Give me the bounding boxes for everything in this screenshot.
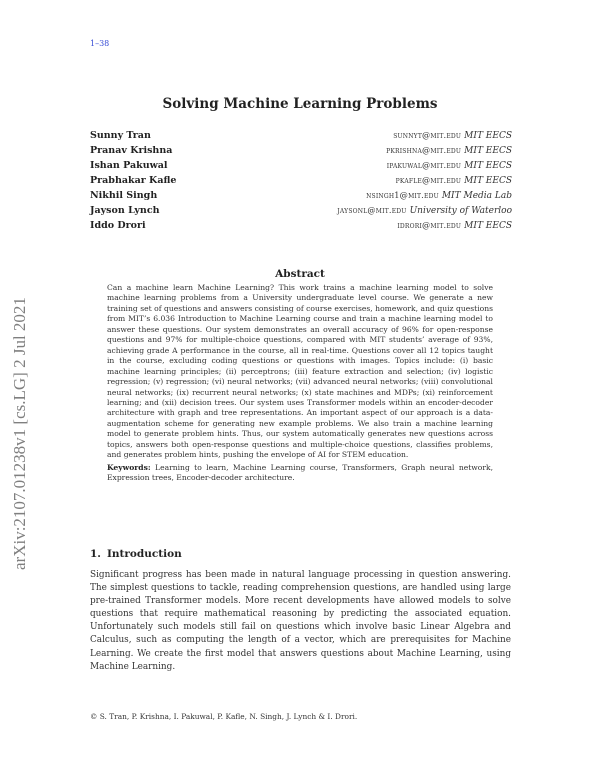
author-affiliation <box>393 130 512 145</box>
introduction-text: Significant progress has been made in natural language processing in question answering. The simplest questions to tackle, reading comprehension questions, are handled using large pre-trained Transformer models. More recent developments have allowed models to solve questions that require mathematical reasoning by predicting the associated equation. Unfortunately such models still fail on questions which involve basic Linear Algebra and Calculus, such as computing the length of a vector, which are prerequisites for Machine Learning. We create the first model that answers questions about Machine Learning, using Machine Learning. <box>90 570 511 672</box>
author-row <box>90 145 512 160</box>
abstract-text: Can a machine learn Machine Learning? This work trains a machine learning model to solve machine learning problems from a University undergraduate level course. We generate a new training set of questions and answers consisting of course exercises, homework, and quiz questions from MIT’s 6.036 Introduction to Machine Learning course and train a machine learning model to answer these questions. Our system demonstrates an overall accuracy of 96% for open-response questions and 97% for multiple-choice questions, compared with MIT students’ average of 93%, achieving grade A performance in the course, all in real-time. Questions cover all 12 topics taught in the course, excluding coding questions or questions with images. Topics include: (i) basic machine learning principles; (ii) perceptrons; (iii) feature extraction and selection; (iv) logistic regression; (v) regression; (vi) neural networks; (vii) advanced neural networks; (viii) convolutional neural networks; (ix) recurrent neural networks; (x) state machines and MDPs; (xi) reinforcement learning; and (xii) decision trees. Our system uses Transformer models within an encoder-decoder architecture with graph and tree representations. An important aspect of our approach is a data-augmentation scheme for generating new example problems. We also train a machine learning model to generate problem hints. Thus, our system automatically generates new questions across topics, answers both open-response questions and multiple-choice questions, classifies problems, and generates problem hints, pushing the envelope of AI for STEM education. <box>107 283 493 460</box>
author-institution: MIT Media Lab <box>441 191 512 201</box>
paper-title: Solving Machine Learning Problems <box>162 96 438 112</box>
abstract-body <box>107 283 493 484</box>
author-name: Jayson Lynch <box>90 205 160 216</box>
copyright-footer: © S. Tran, P. Krishna, I. Pakuwal, P. Kafle, N. Singh, J. Lynch & I. Drori. <box>90 712 358 721</box>
section-heading <box>90 548 182 560</box>
author-name: Ishan Pakuwal <box>90 160 168 171</box>
author-email[interactable]: jaysonl@mit.edu <box>337 205 407 215</box>
author-row <box>90 205 512 220</box>
arxiv-stamp-text: arXiv:2107.01238v1 [cs.LG] 2 Jul 2021 <box>10 297 29 570</box>
author-row <box>90 190 512 205</box>
keywords-label: Keywords: <box>107 462 151 472</box>
author-email[interactable]: sunnyt@mit.edu <box>393 130 462 140</box>
author-institution: MIT EECS <box>464 176 512 186</box>
author-row <box>90 160 512 175</box>
author-affiliation <box>397 220 512 235</box>
author-affiliation <box>387 160 512 175</box>
author-email[interactable]: nsingh1@mit.edu <box>366 190 439 200</box>
author-institution: MIT EECS <box>464 161 512 171</box>
author-name: Pranav Krishna <box>90 145 173 156</box>
introduction-body <box>90 569 511 674</box>
author-affiliation <box>337 205 512 220</box>
author-institution: MIT EECS <box>464 131 512 141</box>
keywords-text: Learning to learn, Machine Learning course, Transformers, Graph neural network, Expression trees, Encoder-decoder architecture. <box>107 462 493 483</box>
author-row <box>90 130 512 145</box>
author-email[interactable]: pkrishna@mit.edu <box>386 145 462 155</box>
author-affiliation <box>386 145 512 160</box>
author-row <box>90 175 512 190</box>
section-number: 1. <box>90 548 101 560</box>
author-institution: University of Waterloo <box>409 206 512 216</box>
author-name: Iddo Drori <box>90 220 146 231</box>
keywords <box>107 463 493 484</box>
author-institution: MIT EECS <box>464 221 512 231</box>
author-name: Sunny Tran <box>90 130 151 141</box>
abstract-heading: Abstract <box>275 268 325 280</box>
author-name: Prabhakar Kafle <box>90 175 177 186</box>
author-email[interactable]: idrori@mit.edu <box>397 220 462 230</box>
section-title: Introduction <box>106 548 182 560</box>
page-number: 1–38 <box>90 39 110 48</box>
author-email[interactable]: pkafle@mit.edu <box>395 175 462 185</box>
author-institution: MIT EECS <box>464 146 512 156</box>
author-row <box>90 220 512 235</box>
author-affiliation <box>366 190 512 205</box>
author-affiliation <box>396 175 512 190</box>
author-email[interactable]: ipakuwal@mit.edu <box>386 160 462 170</box>
author-name: Nikhil Singh <box>90 190 158 201</box>
author-list <box>90 130 512 235</box>
